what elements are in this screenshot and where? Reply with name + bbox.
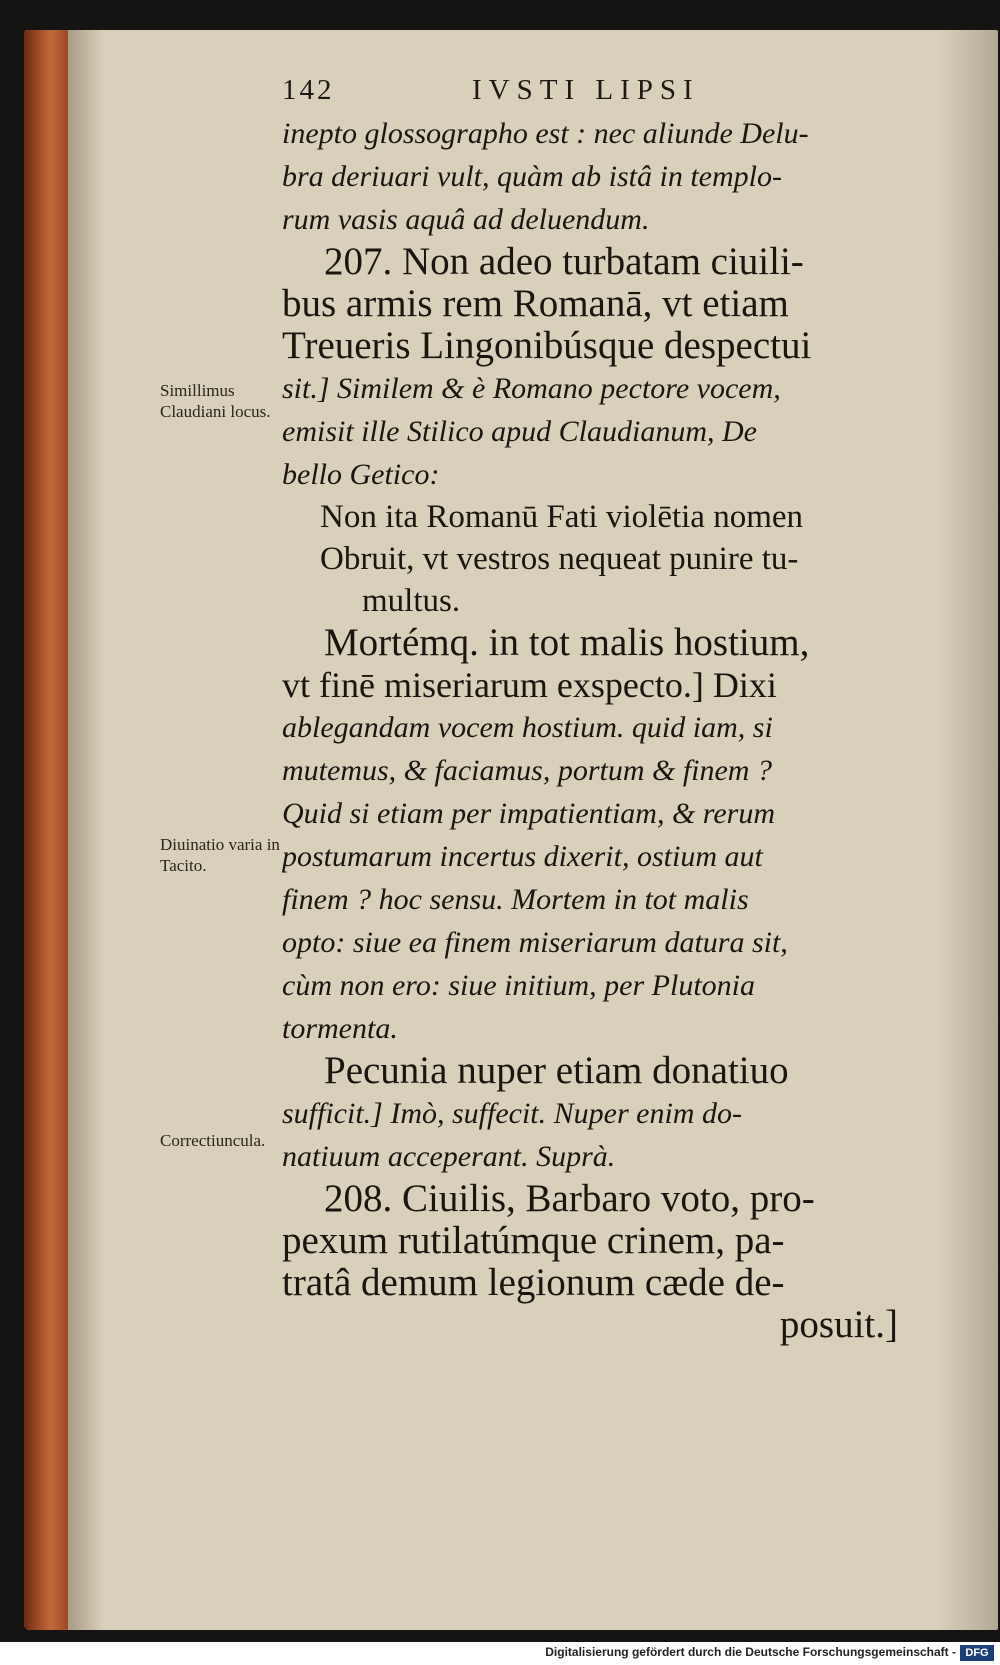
page-shadow xyxy=(938,30,998,1630)
footer-credit: Digitalisierung gefördert durch die Deutsche Forschungsgemeinschaft - xyxy=(545,1645,956,1659)
text-line: finem ? hoc sensu. Mortem in tot malis xyxy=(282,883,749,916)
text-line: natiuum acceperant. Suprà. xyxy=(282,1140,616,1173)
text-line: vt finē miseriarum exspecto.] Dixi xyxy=(282,665,777,705)
text-line: rum vasis aquâ ad deluendum. xyxy=(282,203,650,236)
margin-note: Simillimus Claudiani locus. xyxy=(160,381,271,421)
text-line: pexum rutilatúmque crinem, pa- xyxy=(282,1220,785,1262)
verse-line: Obruit, vt vestros nequeat punire tu- xyxy=(320,541,799,577)
text-line: sit.] Similem & è Romano pectore vocem, xyxy=(282,372,781,405)
text-line: cùm non ero: siue initium, per Plutonia xyxy=(282,969,755,1002)
footer-bar xyxy=(0,1642,1000,1665)
text-line: Treueris Lingonibúsque despectui xyxy=(282,325,812,367)
text-line: emisit ille Stilico apud Claudianum, De xyxy=(282,415,757,448)
text-line: sufficit.] Imò, suffecit. Nuper enim do- xyxy=(282,1097,742,1130)
verse-line: multus. xyxy=(362,583,461,619)
dfg-logo: DFG xyxy=(960,1645,994,1661)
text-line: Mortémq. in tot malis hostium, xyxy=(324,622,810,664)
text-line: postumarum incertus dixerit, ostium aut xyxy=(282,840,763,873)
text-line: posuit.] xyxy=(779,1304,898,1346)
text-line: Pecunia nuper etiam donatiuo xyxy=(324,1050,789,1092)
text-line: 207. Non adeo turbatam ciuili- xyxy=(324,241,804,283)
main-text xyxy=(282,112,918,1346)
page-red-edge xyxy=(24,30,68,1630)
text-line: bello Getico: xyxy=(282,458,440,491)
running-head xyxy=(282,74,742,114)
text-line: bra deriuari vult, quàm ab istâ in templo- xyxy=(282,160,782,193)
text-line: tratâ demum legionum cæde de- xyxy=(282,1262,785,1304)
page-number: 142 xyxy=(282,74,335,106)
margin-note: Diuinatio varia in Tacito. xyxy=(160,835,280,875)
running-title: IVSTI LIPSI xyxy=(472,74,700,106)
text-line: opto: siue ea finem miseriarum datura sit, xyxy=(282,926,788,959)
text-line: tormenta. xyxy=(282,1012,398,1045)
verse-line: Non ita Romanū Fati violētia nomen xyxy=(320,499,804,535)
text-line: mutemus, & faciamus, portum & finem ? xyxy=(282,754,772,787)
text-line: 208. Ciuilis, Barbaro voto, pro- xyxy=(324,1178,815,1220)
text-line: ablegandam vocem hostium. quid iam, si xyxy=(282,711,773,744)
text-line: Quid si etiam per impatientiam, & rerum xyxy=(282,797,776,830)
text-line: bus armis rem Romanā, vt etiam xyxy=(282,283,789,325)
text-line: inepto glossographo est : nec aliunde Delu- xyxy=(282,117,809,150)
margin-note: Correctiuncula. xyxy=(160,1131,266,1150)
